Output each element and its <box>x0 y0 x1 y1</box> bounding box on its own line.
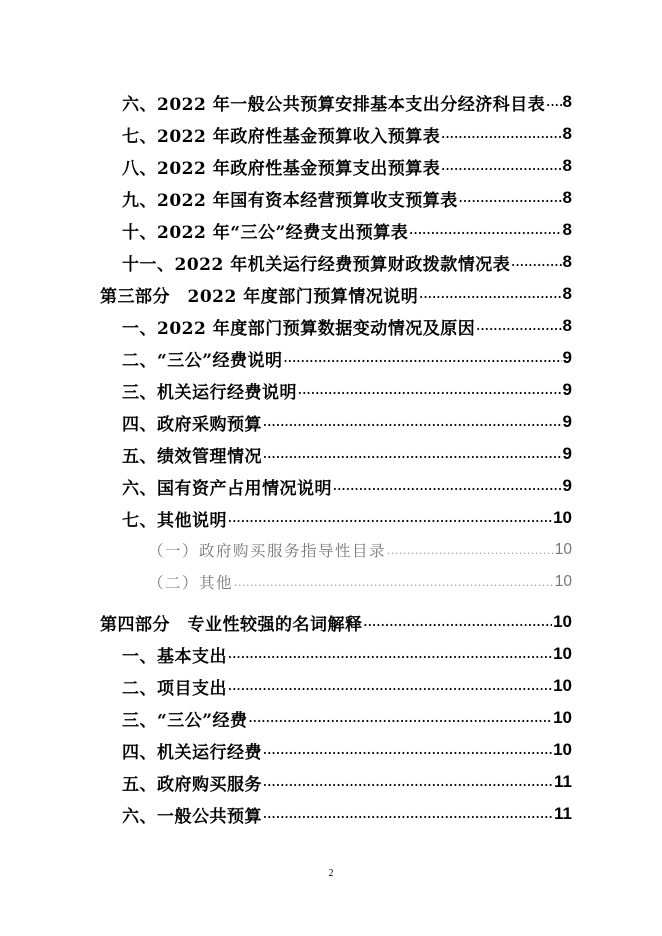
toc-entry-page: 9 <box>562 380 572 399</box>
toc-entry-title: 第四部分 专业性较强的名词解释 <box>100 614 363 635</box>
toc-entry-title: 三、“三公”经费 <box>122 710 248 731</box>
toc-entry-page: 10 <box>554 573 572 590</box>
toc-entry-page: 10 <box>553 508 572 527</box>
toc-entry-page: 9 <box>562 412 572 431</box>
toc-entry-page: 8 <box>562 188 572 207</box>
toc-entry[interactable] <box>122 766 572 798</box>
toc-entry-title: （二）其他 <box>148 574 234 592</box>
toc-section-entry[interactable] <box>100 278 572 310</box>
toc-leader-dots <box>263 438 562 470</box>
toc-entry-title: 十、2022 年“三公”经费支出预算表 <box>122 222 409 243</box>
toc-entry[interactable] <box>122 246 572 278</box>
toc-subentry[interactable] <box>148 534 572 566</box>
toc-entry-title: 六、2022 年一般公共预算安排基本支出分经济科目表 <box>122 94 546 115</box>
toc-entry-page: 10 <box>553 740 572 759</box>
toc-entry[interactable] <box>122 470 572 502</box>
toc-leader-dots <box>249 702 553 734</box>
toc-leader-dots <box>409 214 561 246</box>
toc-entry-page: 10 <box>553 676 572 695</box>
toc-leader-dots <box>387 534 554 566</box>
toc-leader-dots <box>228 502 552 534</box>
toc-entry-title: 一、基本支出 <box>122 646 227 667</box>
toc-entry-title: 八、2022 年政府性基金预算支出预算表 <box>122 158 441 179</box>
toc-leader-dots <box>298 374 562 406</box>
toc-entry-title: 三、机关运行经费说明 <box>122 382 297 403</box>
toc-entry[interactable] <box>122 734 572 766</box>
toc-entry[interactable] <box>122 86 572 118</box>
toc-entry-title: 十一、2022 年机关运行经费预算财政拨款情况表 <box>122 254 511 275</box>
toc-leader-dots <box>364 606 553 638</box>
toc-entry-title: 五、政府购买服务 <box>122 774 262 795</box>
toc-leader-dots <box>459 182 562 214</box>
toc-entry[interactable] <box>122 310 572 342</box>
toc-entry[interactable] <box>122 670 572 702</box>
toc-subentry[interactable] <box>148 566 572 598</box>
toc-leader-dots <box>546 86 561 118</box>
toc-entry-title: 九、2022 年国有资本经营预算收支预算表 <box>122 190 458 211</box>
toc-entry[interactable] <box>122 214 572 246</box>
toc-entry[interactable] <box>122 502 572 534</box>
toc-entry-title: 六、一般公共预算 <box>122 806 262 827</box>
toc-entry-title: 二、“三公”经费说明 <box>122 350 283 371</box>
toc-entry-page: 9 <box>562 444 572 463</box>
toc-entry[interactable] <box>122 638 572 670</box>
toc-leader-dots <box>333 470 562 502</box>
toc-leader-dots <box>441 150 561 182</box>
toc-leader-dots <box>263 734 552 766</box>
toc-entry-title: 四、机关运行经费 <box>122 742 262 763</box>
toc-entry[interactable] <box>122 406 572 438</box>
toc-entry-page: 9 <box>562 348 572 367</box>
toc-entry[interactable] <box>122 150 572 182</box>
toc-leader-dots <box>419 278 561 310</box>
toc-leader-dots <box>284 342 562 374</box>
page-number: 2 <box>328 868 334 879</box>
toc-leader-dots <box>234 566 554 598</box>
toc-entry-title: 六、国有资产占用情况说明 <box>122 478 332 499</box>
toc-entry-page: 8 <box>562 284 572 303</box>
toc-entry-page: 11 <box>554 772 572 791</box>
toc-entry[interactable] <box>122 438 572 470</box>
toc-entry[interactable] <box>122 374 572 406</box>
toc-leader-dots <box>228 670 552 702</box>
toc-section-entry[interactable] <box>100 606 572 638</box>
toc-leader-dots <box>476 310 561 342</box>
toc-entry-title: 五、绩效管理情况 <box>122 446 262 467</box>
toc-entry[interactable] <box>122 702 572 734</box>
toc-leader-dots <box>228 638 552 670</box>
toc-entry[interactable] <box>122 118 572 150</box>
toc-entry-page: 8 <box>562 124 572 143</box>
toc-entry-title: 四、政府采购预算 <box>122 414 262 435</box>
toc-entry[interactable] <box>122 798 572 830</box>
toc-entry-page: 10 <box>554 541 572 558</box>
toc-entry-title: 七、2022 年政府性基金预算收入预算表 <box>122 126 441 147</box>
toc-leader-dots <box>441 118 561 150</box>
toc-entry-page: 10 <box>553 644 572 663</box>
toc-entry-title: （一）政府购买服务指导性目录 <box>148 542 387 560</box>
toc-entry-page: 8 <box>562 220 572 239</box>
toc-entry-page: 11 <box>554 804 572 823</box>
toc-entry-title: 一、2022 年度部门预算数据变动情况及原因 <box>122 318 476 339</box>
toc-entry-page: 8 <box>562 156 572 175</box>
toc-entry-title: 第三部分 2022 年度部门预算情况说明 <box>100 286 419 307</box>
toc-entry[interactable] <box>122 182 572 214</box>
toc-entry-page: 9 <box>562 476 572 495</box>
toc-leader-dots <box>263 798 553 830</box>
toc-leader-dots <box>263 406 562 438</box>
toc-entry-page: 8 <box>562 316 572 335</box>
toc-leader-dots <box>511 246 561 278</box>
toc-leader-dots <box>263 766 553 798</box>
toc-entry-page: 10 <box>553 708 572 727</box>
toc-entry-page: 10 <box>553 612 572 631</box>
toc-entry-page: 8 <box>562 252 572 271</box>
toc-entry[interactable] <box>122 342 572 374</box>
toc-entry-title: 二、项目支出 <box>122 678 227 699</box>
toc-entry-page: 8 <box>562 92 572 111</box>
toc-entry-title: 七、其他说明 <box>122 510 227 531</box>
